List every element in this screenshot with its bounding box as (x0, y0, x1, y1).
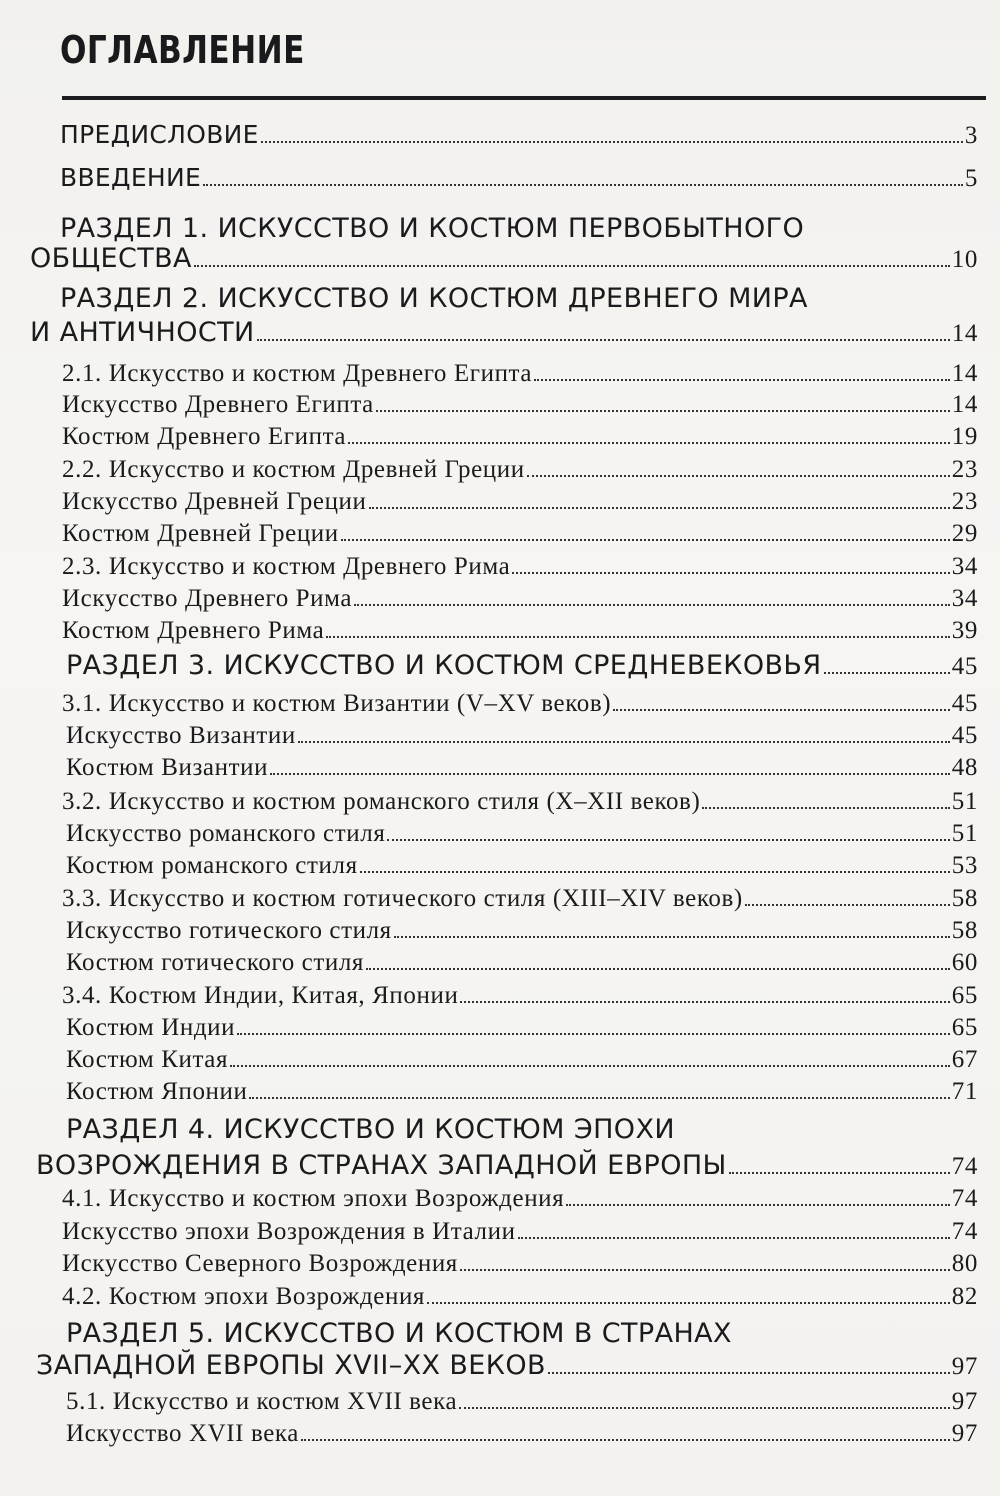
toc-entry-title: Искусство Византии (66, 722, 296, 749)
toc-page-number: 60 (951, 949, 978, 976)
toc-entry-title: Искусство эпохи Возрождения в Италии (62, 1218, 516, 1245)
toc-entry-title: И АНТИЧНОСТИ (30, 317, 255, 348)
dot-leader (460, 1001, 949, 1003)
toc-page-number: 67 (951, 1046, 978, 1073)
toc-entry-title: РАЗДЕЛ 5. ИСКУССТВО И КОСТЮМ В СТРАНАХ (66, 1318, 732, 1349)
toc-entry-title: РАЗДЕЛ 2. ИСКУССТВО И КОСТЮМ ДРЕВНЕГО МИРА (60, 283, 808, 314)
toc-page-number: 82 (951, 1283, 978, 1310)
toc-entry-title: Искусство Северного Возрождения (62, 1250, 458, 1277)
dot-leader (613, 709, 950, 711)
toc-page-number: 14 (951, 391, 978, 418)
dot-leader (387, 839, 949, 841)
dot-leader (257, 339, 950, 341)
toc-entry-title: 3.2. Искусство и костюм романского стиля (X–XII веков) (62, 788, 701, 815)
dot-leader (194, 265, 950, 267)
toc-page-number: 14 (951, 360, 978, 387)
dot-leader (298, 741, 950, 743)
dot-leader (270, 773, 950, 775)
toc-entry-title: 4.1. Искусство и костюм эпохи Возрождения (62, 1185, 565, 1212)
toc-entry-title: Костюм Древнего Египта (62, 423, 347, 450)
dot-leader (249, 1097, 949, 1099)
toc-page-number: 74 (951, 1218, 978, 1245)
toc-page-number: 53 (951, 852, 978, 879)
dot-leader (237, 1033, 950, 1035)
dot-leader (548, 1372, 950, 1374)
toc-entry-title: Костюм Китая (66, 1046, 229, 1073)
toc-page-number: 14 (951, 320, 978, 347)
toc-page-number: 74 (951, 1153, 978, 1180)
toc-page-number: 65 (951, 982, 978, 1009)
dot-leader (566, 1204, 950, 1206)
toc-entry-title: РАЗДЕЛ 4. ИСКУССТВО И КОСТЮМ ЭПОХИ (66, 1114, 675, 1145)
toc-entry-title: ЗАПАДНОЙ ЕВРОПЫ XVII–XX ВЕКОВ (36, 1350, 546, 1381)
toc-entry-title: 3.3. Искусство и костюм готического стиля (XIII–XIV веков) (62, 885, 743, 912)
dot-leader (427, 1302, 950, 1304)
toc-page-number: 23 (951, 488, 978, 515)
toc-page-number: 51 (951, 820, 978, 847)
toc-entry-title: ОБЩЕСТВА (30, 243, 192, 274)
toc-page-number: 34 (951, 553, 978, 580)
toc-entry-title: 3.1. Искусство и костюм Византии (V–XV веков) (62, 690, 612, 717)
toc-page-number: 65 (951, 1014, 978, 1041)
toc-page-number: 23 (951, 456, 978, 483)
toc-entry-title: Искусство готического стиля (66, 917, 392, 944)
dot-leader (261, 141, 963, 143)
toc-page-number: 58 (951, 917, 978, 944)
toc-page-number: 45 (951, 653, 978, 680)
dot-leader (518, 1237, 950, 1239)
dot-leader (527, 475, 950, 477)
dot-leader (534, 379, 950, 381)
toc-page-number: 3 (964, 122, 978, 149)
toc-entry-title: Костюм романского стиля (66, 852, 358, 879)
toc-entry-title: Искусство XVII века (66, 1420, 299, 1447)
dot-leader (326, 636, 949, 638)
toc-entry-title: Костюм Древней Греции (62, 520, 339, 547)
toc-entry-title: РАЗДЕЛ 1. ИСКУССТВО И КОСТЮМ ПЕРВОБЫТНОГО (60, 213, 805, 244)
toc-entry-title: ВОЗРОЖДЕНИЯ В СТРАНАХ ЗАПАДНОЙ ЕВРОПЫ (36, 1150, 727, 1181)
toc-entry-title: ПРЕДИСЛОВИЕ (60, 120, 259, 149)
dot-leader (460, 1269, 950, 1271)
toc-page-number: 10 (951, 246, 978, 273)
title-rule (62, 96, 986, 100)
toc-page-number: 48 (951, 754, 978, 781)
dot-leader (301, 1439, 950, 1441)
toc-entry-title: РАЗДЕЛ 3. ИСКУССТВО И КОСТЮМ СРЕДНЕВЕКОВЬЯ (66, 650, 822, 681)
dot-leader (824, 672, 950, 674)
toc-page-number: 19 (951, 423, 978, 450)
toc-entry-title: Искусство романского стиля (66, 820, 386, 847)
toc-entry-title: 2.1. Искусство и костюм Древнего Египта (62, 360, 533, 387)
toc-page-number: 97 (951, 1353, 978, 1380)
dot-leader (341, 539, 950, 541)
toc-entry-title: Костюм Византии (66, 754, 269, 781)
toc-page-number: 74 (951, 1185, 978, 1212)
dot-leader (348, 442, 950, 444)
dot-leader (354, 604, 950, 606)
dot-leader (745, 904, 950, 906)
toc-entry-title: Костюм Древнего Рима (62, 617, 325, 644)
toc-page-number: 29 (951, 520, 978, 547)
toc-entry-title: Костюм готического стиля (66, 949, 365, 976)
dot-leader (203, 184, 963, 186)
dot-leader (702, 807, 949, 809)
toc-entry-title: Искусство Древнего Египта (62, 391, 374, 418)
dot-leader (512, 572, 949, 574)
toc-page-number: 39 (951, 617, 978, 644)
toc-entry-title: ВВЕДЕНИЕ (60, 163, 202, 192)
dot-leader (369, 507, 950, 509)
dot-leader (360, 871, 950, 873)
toc-entry-title: 3.4. Костюм Индии, Китая, Японии (62, 982, 459, 1009)
toc-page-number: 51 (951, 788, 978, 815)
toc-entry-title: Искусство Древнего Рима (62, 585, 353, 612)
toc-entry-title: Костюм Японии (66, 1078, 248, 1105)
toc-page-number: 97 (951, 1420, 978, 1447)
dot-leader (459, 1407, 950, 1409)
dot-leader (376, 410, 950, 412)
toc-page-number: 58 (951, 885, 978, 912)
toc-page-number: 45 (951, 722, 978, 749)
toc-entry-title: Искусство Древней Греции (62, 488, 367, 515)
toc-entry-title: Костюм Индии (66, 1014, 236, 1041)
dot-leader (394, 936, 950, 938)
toc-page-number: 97 (951, 1388, 978, 1415)
dot-leader (729, 1172, 950, 1174)
toc-entry-title: 2.2. Искусство и костюм Древней Греции (62, 456, 525, 483)
toc-page-number: 45 (951, 690, 978, 717)
toc-page-number: 34 (951, 585, 978, 612)
dot-leader (366, 968, 950, 970)
toc-page-number: 5 (964, 165, 978, 192)
toc-page-number: 80 (951, 1250, 978, 1277)
toc-entry-title: 4.2. Костюм эпохи Возрождения (62, 1283, 426, 1310)
page-title: ОГЛАВЛЕНИЕ (60, 28, 305, 72)
toc-entry-title: 2.3. Искусство и костюм Древнего Рима (62, 553, 511, 580)
dot-leader (230, 1065, 950, 1067)
toc-entry-title: 5.1. Искусство и костюм XVII века (66, 1388, 458, 1415)
toc-page-number: 71 (951, 1078, 978, 1105)
